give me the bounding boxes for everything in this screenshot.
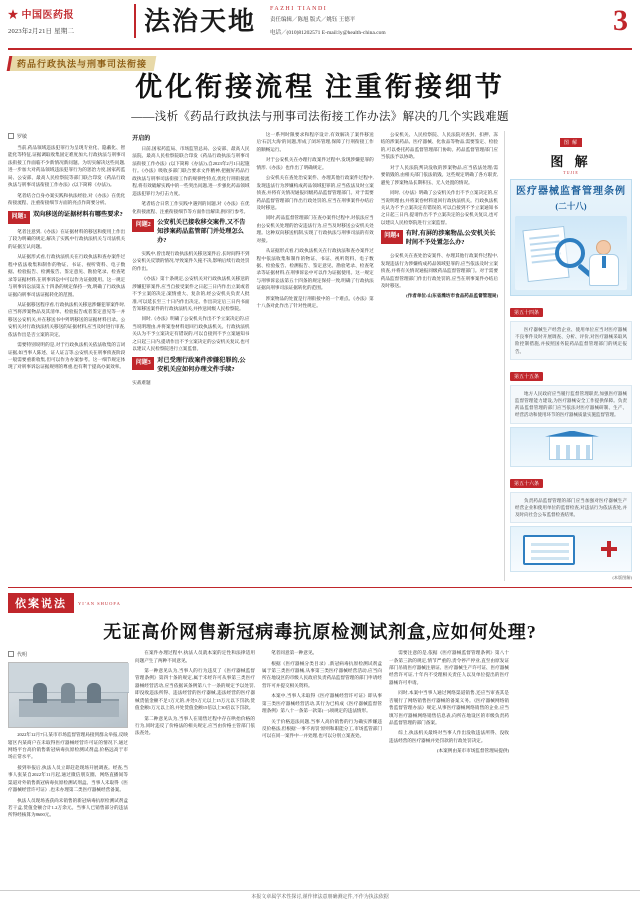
sidebar-title-pinyin: TUJIE <box>563 170 579 176</box>
paragraph: 《办法》第十条规定,公安机关对行政执法机关移送的涉嫌犯罪案件,应当自接受案件之日起三日内作出立案或者不予立案的决定;案情重大、复杂的,经公安机关负责人批准,可以延长至三十日内作出决定。作出决定后三日内书面告知移送案件的行政执法机关,并抄送同级人民检察院。 <box>132 276 250 311</box>
bottom-section-tag-pinyin: YI'AN SHUOFA <box>78 600 121 606</box>
publication-date: 2023年2月21日 星期二 <box>8 28 75 35</box>
paragraph: 关于价格违法问题,当事人高价销售的行为确实涉嫌违反价格法,但根据'一事不再罚'原则和职能分工,市场监管部门可以在同一案件中一并处理,也可以分别立案查处。 <box>262 718 382 739</box>
question-label: 问题4 <box>381 230 403 244</box>
byline-marker-icon <box>8 651 14 657</box>
medical-cross-icon <box>601 541 617 557</box>
paragraph: 需要特别说明的是,对于行政执法机关依法收集的言词证据,如当事人陈述、证人证言等,公安机关在刑事侦查阶段一般需要重新收集,但可以作为办案参考。这一细节规定体现了对刑事诉讼证据规则的尊重,也有利于提高办案效率。 <box>8 342 126 370</box>
bottom-article-headline: 无证高价网售新冠病毒抗原检测试剂盒,应如何处理? <box>103 622 537 643</box>
paragraph: 同时,药品监督管理部门在查办案件过程中,对依法应当由公安机关处理的治安违法行为,应当及时移送公安机关处理。这种双向移送机制,实现了行政执法与刑事司法的有效对接。 <box>256 215 374 243</box>
magnifier-icon <box>555 238 585 268</box>
author-byline: 罗敏 <box>8 133 125 140</box>
paragraph: 笔者结合日常工作实践中遇到的问题,对《办法》在优化衔接流程、注重衔接细节等方面作出解读,供同行参考。 <box>132 201 250 214</box>
article-columns <box>8 131 498 389</box>
paragraph: 对于公安机关在办理行政案件过程中,发现涉嫌犯罪的情形,《办法》也作出了明确规定。 <box>256 157 374 170</box>
headline-area <box>8 68 632 126</box>
masthead-divider <box>134 4 136 38</box>
paragraph: 笔者同意第一种意见。 <box>271 650 318 656</box>
answer-label: 实战难题 <box>132 379 151 385</box>
question-label: 问题1 <box>8 211 30 225</box>
bottom-section-banner <box>8 593 632 613</box>
government-building-illustration <box>510 427 632 467</box>
paragraph: 在案件办理过程中,执法人员就本案的定性和法律适用问题产生了两种不同意见。 <box>135 650 255 663</box>
clause-number: 第五十五条 <box>510 372 543 381</box>
editor-credit-2: 电话／(010)81202571 E-mail:ly@health-china.com <box>270 29 386 36</box>
paragraph: 同时,《办法》明确了公安机关作出不予立案决定的,应当说明理由,并将案卷材料退回行政执法机关。行政执法机关认为不予立案决定有错误的,可以自接到不予立案通知书之日起三日内,提请作出不予立案决定的公安机关复议,也可以建议人民检察院进行立案监督。 <box>380 190 498 225</box>
bottom-section-tag: 依案说法 <box>8 593 74 613</box>
paragraph: 根据《医疗器械分类目录》,新冠病毒抗原检测试剂盒属于第三类医疗器械,从事第三类医疗器械经营活动,应当向所在地设区的市级人民政府负责药品监督管理的部门申请经营许可并提交相关资料。 <box>262 660 382 688</box>
sidebar-article-2 <box>510 365 632 467</box>
document-review-illustration <box>515 216 627 290</box>
clause-text: 负责药品监督管理的部门应当加强对医疗器械生产经营企业和使用单位的监督检查,对违法行为依法查处,并及时向社会公布监督检查结果。 <box>510 492 632 524</box>
photo-person-2 <box>61 683 75 703</box>
figure-head <box>596 240 611 255</box>
question-text: 双向移送的证据材料有哪些要求? <box>33 210 123 218</box>
section-title: 法治天地 <box>144 7 257 36</box>
editor-credit-1: 责任编辑／陈旭 版式／姚钰 王德平 <box>270 17 356 23</box>
bottom-column-1 <box>8 649 128 822</box>
main-content <box>8 131 632 581</box>
sidebar-badge: 图 解 <box>560 138 582 147</box>
paragraph: 同时,本案中当事人通过网络渠道销售,还应当审查其是否履行了网络销售医疗器械的备案义务。《医疗器械网络销售监督管理办法》规定,从事医疗器械网络销售的企业,应当填写医疗器械网络销售信息表,向所在地设区的市级负责药品监督管理的部门备案。 <box>389 690 509 726</box>
question-label: 问题2 <box>132 219 154 233</box>
article-zone <box>8 131 504 581</box>
page-footer-disclaimer: 本报文章属学术性探讨,谨作律法意朋确测定件,不作为执法依据 <box>0 890 640 900</box>
topic-tag: 药品行政执法与刑事司法衔接 <box>7 56 157 71</box>
paragraph: 笔者注意到,《办法》在证据材料的移送和使用上作出了较为明确的规定,解决了实践中行政执法机关与司法机关的证据互认问题。 <box>8 229 126 249</box>
question-block-2 <box>132 219 249 246</box>
sidebar-article-1 <box>510 301 632 360</box>
section-title-pinyin: FAZHI TIANDI <box>270 6 328 12</box>
sidebar-feature-card <box>510 179 632 296</box>
sidebar-card-subtitle: (二十八) <box>555 201 587 212</box>
clause-number: 第五十六条 <box>510 479 543 488</box>
inspector-figure-icon <box>587 240 621 286</box>
paragraph: 需要注意的是,依据《医疗器械监督管理条例》第八十一条第三款的规定,情节严重的,责令停产停业,直至由原发证部门吊销医疗器械注册证、医疗器械生产许可证、医疗器械经营许可证,十年内不受理相关责任人以及单位提出的医疗器械许可申请。 <box>389 650 509 685</box>
article-column-2 <box>132 131 249 389</box>
page-number: 3 <box>613 4 628 37</box>
paragraph: 公安机关、人民检察院、人民法院对查封、扣押、冻结的涉案药品、医疗器械、化妆品等物品,需要鉴定、检验的,可以委托药品监督管理部门协助。药品监督管理部门应当依法予以协助。 <box>380 132 498 160</box>
paragraph: 本案中,当事人未取得《医疗器械经营许可证》即从事第三类医疗器械经营活动,其行为已构成《医疗器械监督管理条例》第八十一条第一款第(一)项规定的违法情形。 <box>262 693 382 714</box>
article-headline: 优化衔接流程 注重衔接细节 <box>135 72 505 102</box>
figure-tie <box>602 256 606 268</box>
bottom-column-4 <box>389 649 509 822</box>
paragraph: 当前,药品领域违法犯罪行为呈现专业化、隐蔽化、智能化等特征,证据调取收集固定难度加大,行政执法与刑事司法衔接工作面临不少新情况新问题。为切实解决这些问题,进一步加大对药品领域违法犯罪行为的惩治力度,国家药监局、公安部、最高人民检察院等部门联合印发《药品行政执法与刑事司法衔接工作办法》(以下简称《办法》)。 <box>8 145 126 188</box>
case-photo <box>8 662 128 728</box>
section-banner <box>8 54 632 68</box>
bottom-author-byline: 代明 <box>8 651 128 658</box>
paragraph: 从证据形式看,行政执法机关在行政执法和查办案件过程中依法收集和制作的物证、书证、视听资料、电子数据、检验报告、检测报告、鉴定意见、勘验笔录、检查笔录等证据材料,在刑事诉讼中可以作为证据使用。这一规定与刑事诉讼法第五十四条的规定保持一致,明确了行政执法证据向刑事司法证据转化的范围。 <box>256 248 374 291</box>
sidebar-footnote: (本版图解) <box>612 575 632 581</box>
bottom-article-columns <box>8 649 632 822</box>
medical-monitor-illustration <box>510 526 632 572</box>
paragraph: 2022年12月7日,某市市场监督管理局接到群众举报,反映辖区内某商户在未取得医疗器械经营许可证的情况下,通过网络平台高价销售新冠病毒抗原检测试剂盒,价格远高于市场正常水平。 <box>8 732 128 760</box>
question-block-1 <box>8 211 125 225</box>
clause-text: 地方人民政府应当履行监督管理职责,加强医疗器械监督管理能力建设,为医疗器械安全工作提供保障。负责药品监督管理的部门应当依法对医疗器械研制、生产、经营活动和使用环节的医疗器械质量实施监督管理。 <box>510 385 632 424</box>
paragraph: 日前,国家药监局、市场监管总局、公安部、最高人民法院、最高人民检察院联合印发《药品行政执法与刑事司法衔接工作办法》(以下简称《办法》),自2023年2月1日起施行。《办法》吸收多部门联合要求文件精神,把握好药品行政执法与刑事司法衔接工作的规律性特点,优化行刑衔接流程,将有效破解实践中的一些突出问题,进一步强化药品领域违法犯罪行为打击力度。 <box>132 146 250 196</box>
question-text: 对已受理行政案件涉嫌犯罪的,公安机关应如何办理文件手续? <box>157 356 246 373</box>
clause-number: 第五十四条 <box>510 308 543 317</box>
photo-person-3 <box>87 683 101 703</box>
article-attribution: (作者单位:山东省潍坊市食品药品监督管理局) <box>406 293 498 299</box>
bottom-column-2 <box>135 649 255 822</box>
paragraph: 第一种意见认为,当事人的行为违反了《医疗器械监督管理条例》第四十条的规定,属于未经许可从事第三类医疗器械经营活动,应当依据该条例第八十一条的规定予以处罚,即没收违法所得、违法经营的医疗器械,违法经营的医疗器械货值金额不足1万元的,并处5万元以上15万元以下罚款;货值金额1万元以上的,并处货值金额15倍以上30倍以下罚款。 <box>135 667 255 711</box>
sidebar-header <box>510 131 632 175</box>
paragraph: 综上,执法机关最终对当事人作出没收违法所得、没收违法经营的医疗器械并处罚款的行政处罚决定。 <box>389 730 509 743</box>
masthead-left <box>8 4 126 35</box>
paragraph: 公安机关在查处治安案件、办理其他行政案件过程中,发现违法行为涉嫌构成药品领域犯罪的,应当依法及时立案侦查,并将有关情况通报同级药品监督管理部门。对于需要药品监督管理部门作出行政处罚的,应当在刑事案件办结后及时移送。 <box>380 253 498 289</box>
paragraph: 笔者结合自身办案实践和执法经验,对《办法》在优化衔接流程、注重衔接细节方面的亮点作简要分析。 <box>8 192 126 206</box>
opening-title: 开启的 <box>132 136 151 143</box>
masthead-credits <box>256 4 613 37</box>
paragraph: 执法人员现场查获尚未销售的新冠病毒抗原检测试剂盒若干盒,货值金额合计1.2万余元。当事人已销售部分的违法所得经核算为8600元。 <box>8 797 128 818</box>
question-block-3 <box>132 357 249 375</box>
sidebar-card-title: 医疗器械监督管理条例 <box>516 186 626 198</box>
bottom-column-3 <box>262 649 382 822</box>
section-separator <box>8 587 632 588</box>
byline-marker-icon <box>8 133 14 139</box>
sidebar-graphic-column <box>504 131 632 581</box>
building-icon <box>549 436 593 460</box>
sidebar-title: 图 解 <box>550 154 592 170</box>
question-block-4 <box>381 230 498 248</box>
question-label: 问题3 <box>132 357 154 371</box>
masthead <box>8 4 632 50</box>
paragraph: 从证据移送程序看,行政执法机关移送涉嫌犯罪案件时,应当将涉案物品及其清单、检验报告或者鉴定意见等一并移送公安机关,并在移送书中列明移送的证据材料目录。公安机关对行政执法机关移送的证据材料,应当及时进行审查,依法作出是否立案的决定。 <box>8 301 126 337</box>
question-text: 有时,有屏的涉案物品,公安机关长时间不予处置怎么办? <box>405 230 496 247</box>
sidebar-article-3 <box>510 472 632 573</box>
article-column-3 <box>257 131 374 389</box>
paragraph: 公安机关在查处治安案件、办理其他行政案件过程中,发现违法行为涉嫌构成药品领域犯罪的,应当依法及时立案侦查,并将有关情况通报同级药品监督管理部门。对于需要药品监督管理部门作出行政处罚的,应当在刑事案件办结后及时移送。 <box>256 175 374 210</box>
bottom-attribution: (本案例由某市市场监督管理局提供) <box>437 748 509 754</box>
paragraph: 涉案物品的处置是行刑衔接中的一个难点。《办法》第十八条对此作出了针对性规定。 <box>256 295 374 309</box>
paragraph: 从证据形式看,行政执法机关在行政执法和查办案件过程中依法收集和制作的物证、书证、视听资料、电子数据、检验报告、检测报告、鉴定意见、勘验笔录、检查笔录等证据材料,在刑事诉讼中可以作为证据使用。这一规定与刑事诉讼法第五十四条的规定保持一致,明确了行政执法证据向刑事司法证据转化的范围。 <box>8 254 126 297</box>
monitor-icon <box>523 535 575 565</box>
clause-text: 医疗器械生产经营企业、使用单位应当对医疗器械不良事件及时开展调查、分析、评价,对医疗器械采取风险控制措施,并按照国务院药品监督管理部门的规定报告。 <box>510 321 632 360</box>
question-text: 公安机关已接收移交案件,又不告知涉案药品监管部门并处理怎么办? <box>157 218 246 244</box>
article-subheadline: ——浅析《药品行政执法与刑事司法衔接工作办法》解决的几个实践难题 <box>131 111 509 124</box>
article-column-1 <box>8 131 125 389</box>
paragraph: 这一系列时限要求和程序设计,有效解决了案件移送后'石沉大海'的问题,形成了闭环管理,保障了行刑衔接工作的顺畅运行。 <box>256 132 374 152</box>
publication-logo: ★ 中国医药报 <box>8 10 74 21</box>
paragraph: 对于人民法院判决没收的涉案物品,应当依法处理;需要销毁的,由相关部门依法销毁。这些规定明确了各方职责,避免了涉案物品长期积压、无人处置的情况。 <box>380 164 498 185</box>
article-column-4 <box>381 131 498 389</box>
paragraph: 接到举报后,执法人员立即赶赴现场开展调查。经查,当事人张某自2022年11月起,通过微信朋友圈、网络直播间等渠道对外销售新冠病毒抗原检测试剂盒。当事人未取得《医疗器械经营许可证》,也未办理第二类医疗器械经营备案。 <box>8 764 128 793</box>
photo-person-1 <box>33 683 47 703</box>
paragraph: 同时,《办法》明确了公安机关作出不予立案决定的,应当说明理由,并将案卷材料退回行政执法机关。行政执法机关认为不予立案决定有错误的,可以自接到不予立案通知书之日起三日内,提请作出不予立案决定的公安机关复议,也可以建议人民检察院进行立案监督。 <box>132 316 250 352</box>
paragraph: 实践中,曾出现行政执法机关移送案件后,长时间得不到公安机关反馈的情况,导致案件久拖不决,影响后续行政处罚的作出。 <box>132 250 250 271</box>
paragraph: 第二种意见认为,当事人在销售过程中存在哄抬价格的行为,同时违反了价格法的相关规定,应当由价格主管部门依法查处。 <box>135 715 255 736</box>
